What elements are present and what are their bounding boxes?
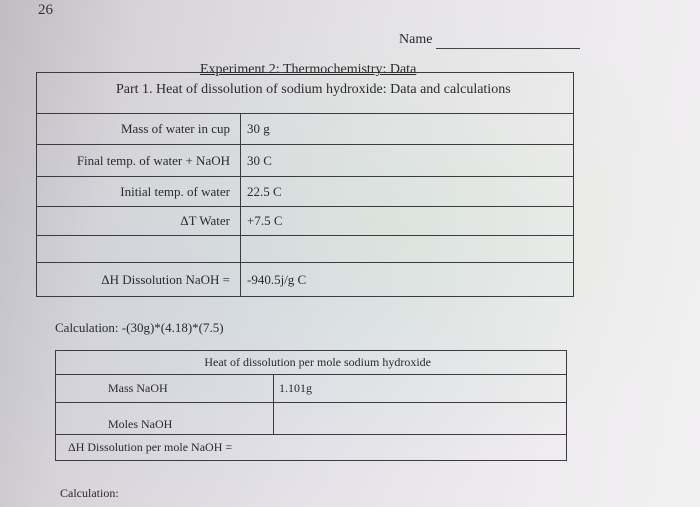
table-row [37, 177, 574, 207]
row-label: ΔH Dissolution per mole NaOH = [56, 435, 567, 461]
part-title: Part 1. Heat of dissolution of sodium hydroxide: Data and calculations [116, 82, 511, 97]
table-title-row [56, 351, 567, 375]
row-value: +7.5 C [241, 207, 574, 236]
table-title: Heat of dissolution per mole sodium hydroxide [56, 351, 567, 375]
row-value [274, 403, 567, 435]
row-label: Mass NaOH [56, 375, 274, 403]
table-row [56, 435, 567, 461]
row-value: -940.5j/g C [241, 263, 574, 297]
calculation-text: Calculation: -(30g)*(4.18)*(7.5) [55, 320, 224, 335]
row-value: 22.5 C [241, 177, 574, 207]
row-value: 30 C [241, 145, 574, 177]
data-table-per-mole [55, 350, 567, 461]
table-row [37, 207, 574, 236]
row-label: Mass of water in cup [37, 114, 241, 145]
table-row [37, 263, 574, 297]
table-row [37, 145, 574, 177]
page-number: 26 [38, 2, 53, 18]
data-table-part1 [36, 72, 574, 297]
calculation-text-2: Calculation: [60, 486, 119, 500]
name-label: Name [399, 32, 433, 47]
row-value [241, 236, 574, 263]
row-label: ΔT Water [37, 207, 241, 236]
row-value: 30 g [241, 114, 574, 145]
row-label: ΔH Dissolution NaOH = [37, 263, 241, 297]
table-row [56, 375, 567, 403]
row-label [37, 236, 241, 263]
row-label: Initial temp. of water [37, 177, 241, 207]
row-label: Moles NaOH [56, 403, 274, 435]
row-label: Final temp. of water + NaOH [37, 145, 241, 177]
table-row [37, 114, 574, 145]
table-row [56, 403, 567, 435]
name-line [436, 48, 580, 49]
table-row [37, 236, 574, 263]
experiment-title: Experiment 2: Thermochemistry: Data [200, 62, 417, 77]
row-value: 1.101g [274, 375, 567, 403]
